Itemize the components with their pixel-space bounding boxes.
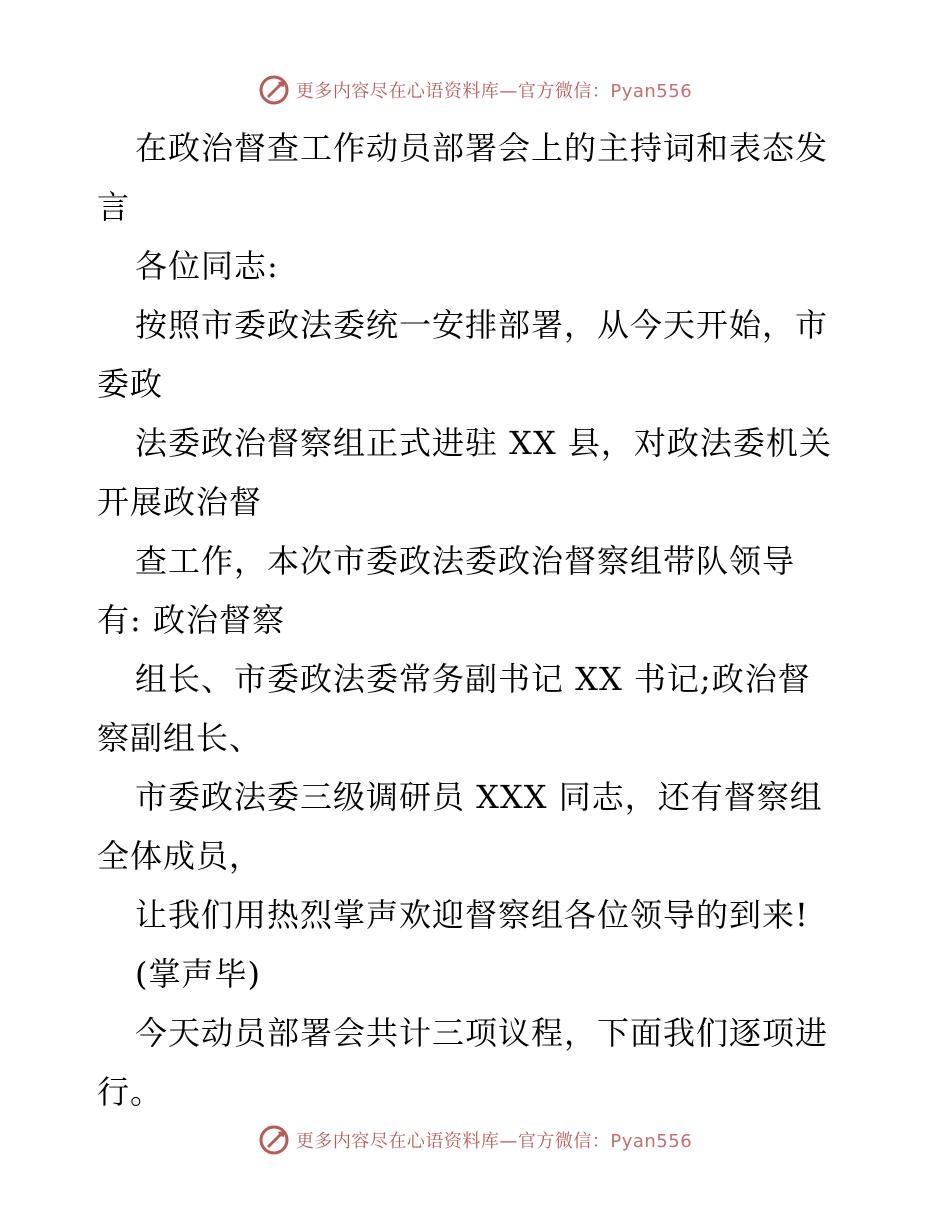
doc-title-line-2: 言	[97, 188, 131, 226]
paragraph-line: 市委政法委三级调研员 XXX 同志，还有督察组	[135, 778, 823, 816]
paragraph-line: 按照市委政法委统一安排部署，从今天开始，市	[135, 306, 829, 344]
paragraph-line: 查工作，本次市委政法委政治督察组带队领导	[135, 542, 796, 580]
quill-emblem-icon	[258, 1124, 290, 1156]
watermark-text: 更多内容尽在心语资料库—官方微信：Pyan556	[295, 81, 693, 102]
watermark-text: 更多内容尽在心语资料库—官方微信：Pyan556	[295, 1131, 693, 1152]
quill-emblem-icon	[258, 74, 290, 106]
paragraph-line: 行。	[97, 1073, 164, 1111]
stage-direction: (掌声毕)	[135, 955, 261, 993]
paragraph-line: 委政	[97, 365, 164, 403]
paragraph-line: 全体成员，	[97, 837, 263, 875]
paragraph-line: 让我们用热烈掌声欢迎督察组各位领导的到来!	[135, 896, 809, 934]
paragraph-line: 组长、市委政法委常务副书记 XX 书记;政治督	[135, 660, 811, 698]
paragraph-line: 有: 政治督察	[97, 601, 285, 639]
paragraph-line: 今天动员部署会共计三项议程，下面我们逐项进	[135, 1014, 829, 1052]
footer-watermark	[0, 1122, 950, 1158]
header-watermark	[0, 72, 950, 108]
paragraph-line: 开展政治督	[97, 483, 263, 521]
paragraph-line: 法委政治督察组正式进驻 XX 县，对政法委机关	[135, 424, 832, 462]
salutation: 各位同志:	[135, 247, 279, 285]
doc-title-line-1: 在政治督查工作动员部署会上的主持词和表态发	[135, 129, 829, 167]
paragraph-line: 察副组长、	[97, 719, 263, 757]
